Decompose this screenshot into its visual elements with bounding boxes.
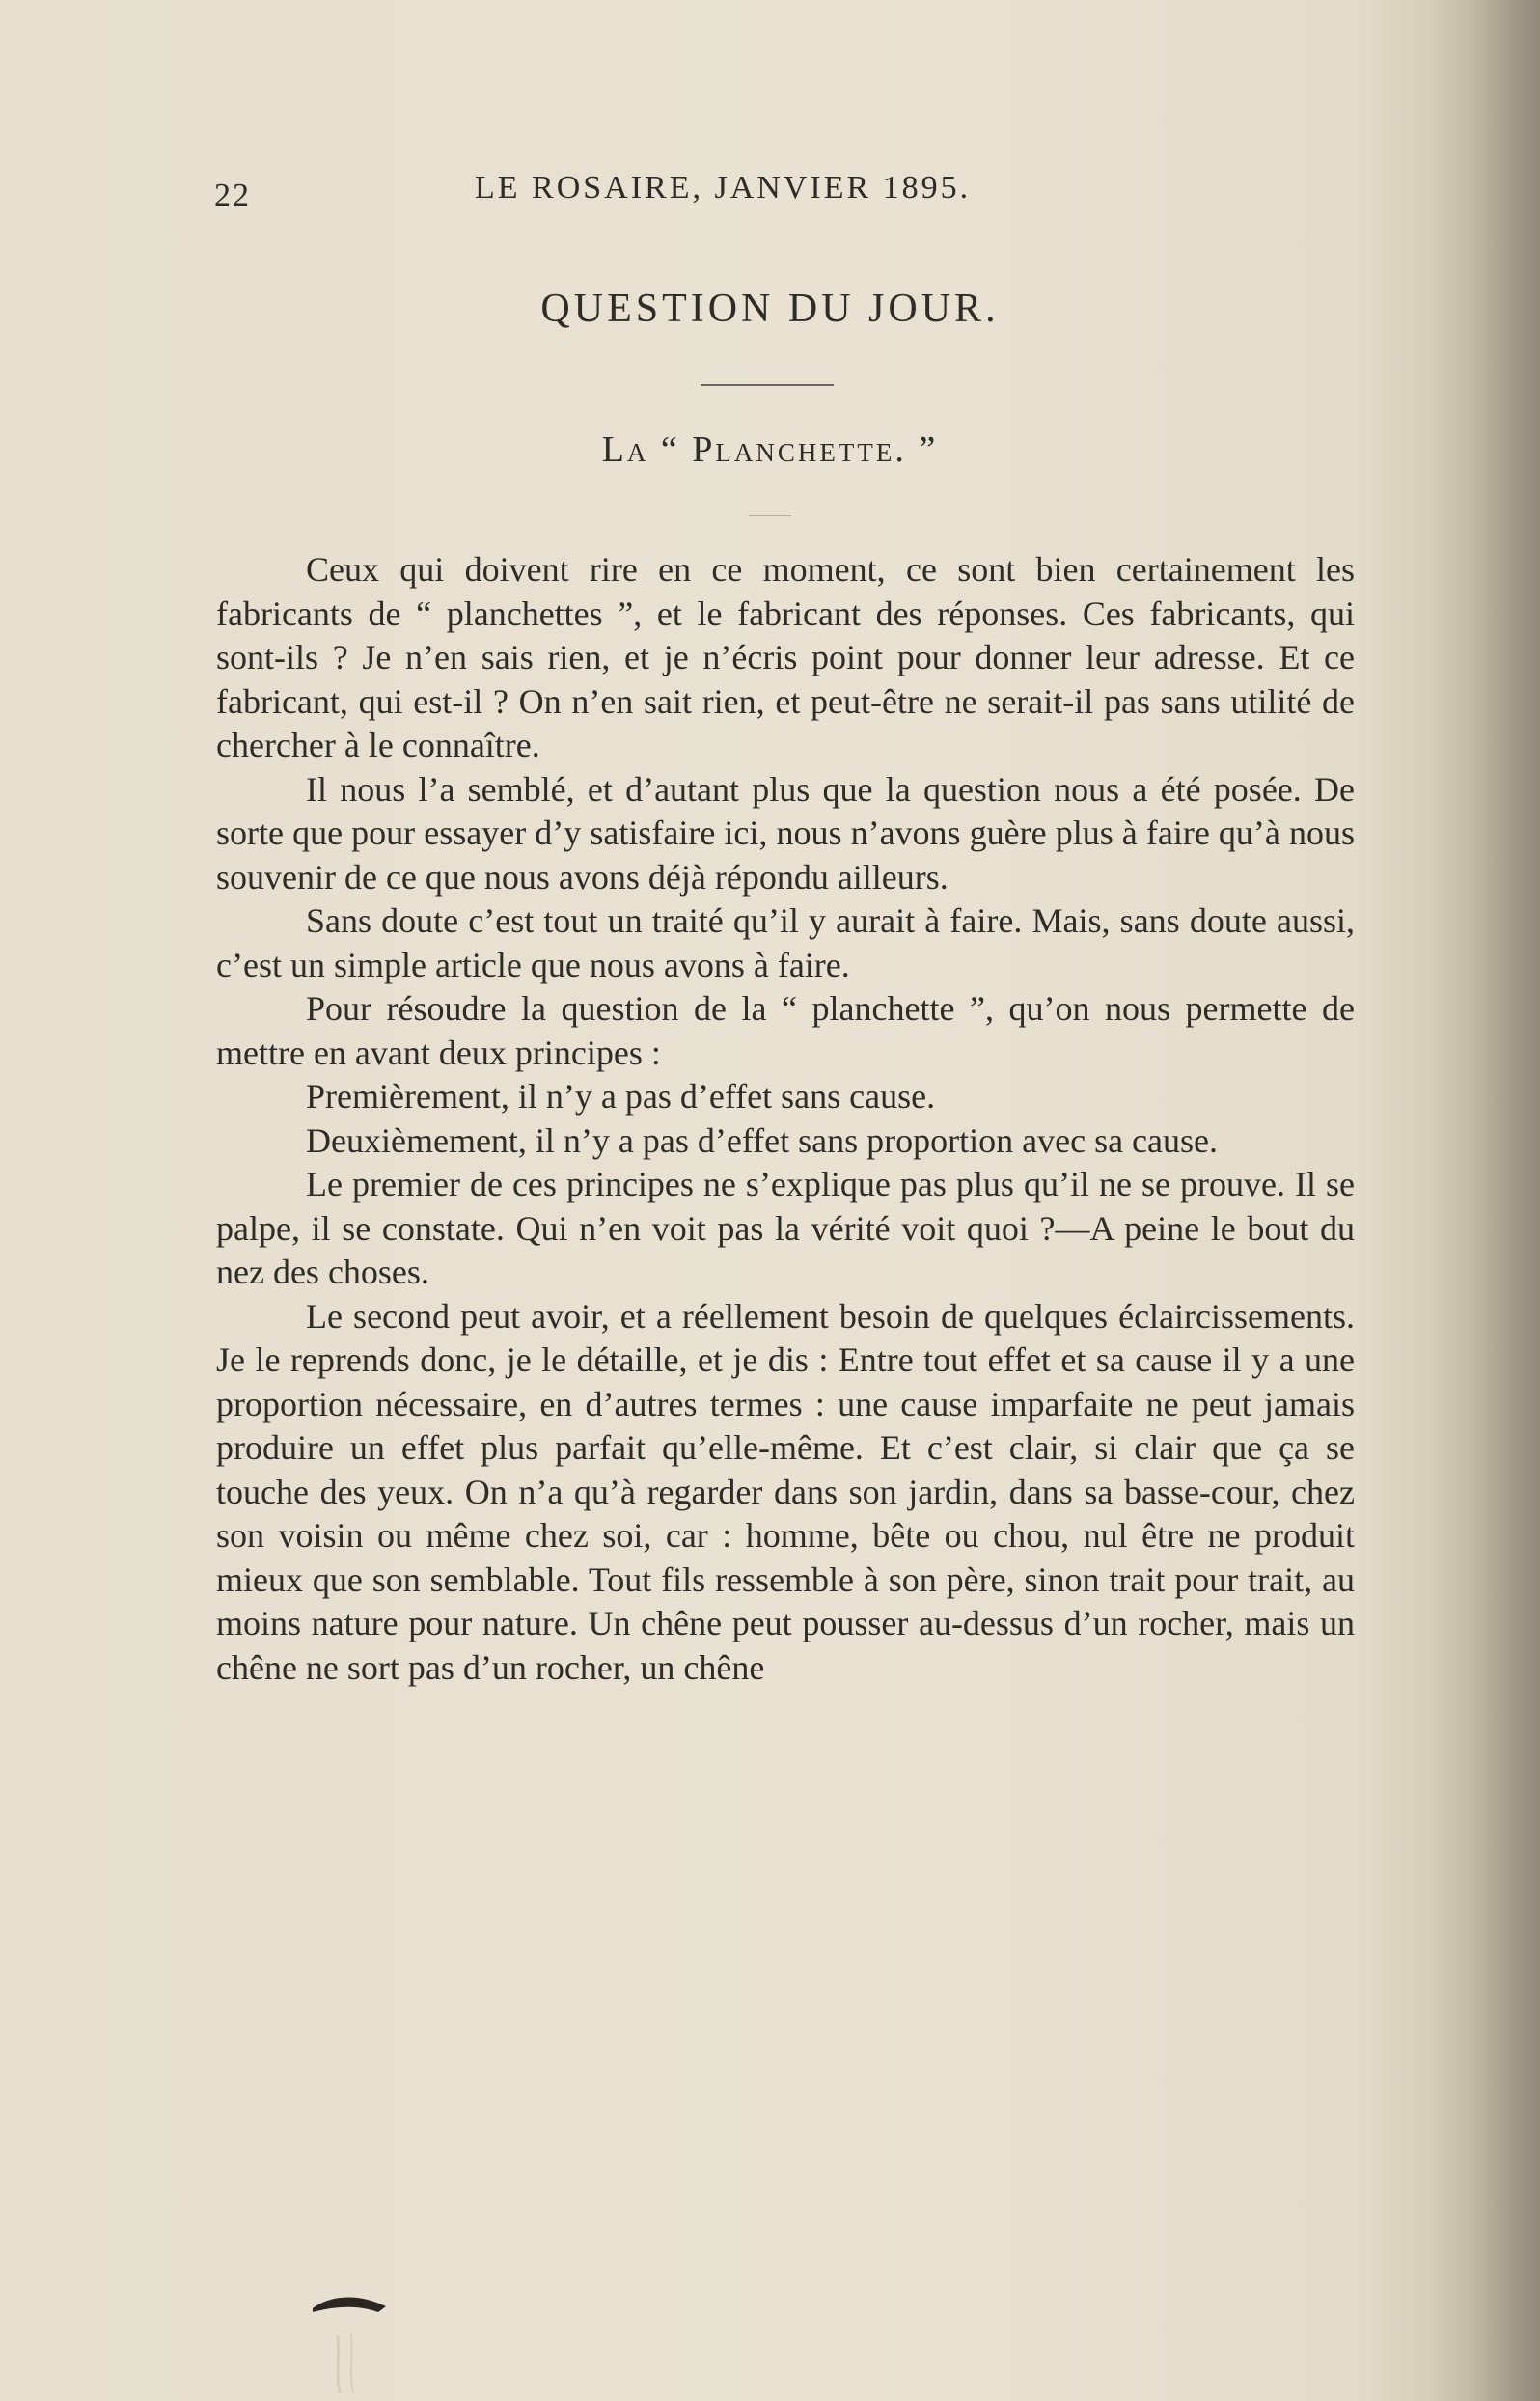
paragraph-4: Pour résoudre la question de la “ planchette ”, qu’on nous permette de mettre en avant deux principes : (216, 989, 1355, 1072)
section-title: QUESTION DU JOUR. (540, 287, 1000, 331)
article-title: La “ Planchette. ” (601, 429, 939, 470)
paragraph-7: Le premier de ces principes ne s’explique pas plus qu’il ne se prouve. Il se palpe, il se constate. Qui n’en voit pas la vérité voit quoi ?—A peine le bout du nez des choses. (216, 1165, 1355, 1291)
paragraph-5: Premièrement, il n’y a pas d’effet sans cause. (306, 1077, 936, 1116)
paragraph-2: Il nous l’a semblé, et d’autant plus que la question nous a été posée. De sorte que pour essayer d’y satisfaire ici, nous n’avons guère plus à faire qu’à nous souvenir de ce que nous avons déjà répondu ailleurs. (216, 769, 1355, 897)
spine-shadow (1434, 0, 1540, 2401)
article-body (216, 548, 1355, 1690)
paragraph-3: Sans doute c’est tout un traité qu’il y aurait à faire. Mais, sans doute aussi, c’est un simple article que nous avons à faire. (216, 901, 1355, 984)
running-head (214, 170, 1063, 218)
title-divider (701, 384, 834, 386)
running-title: LE ROSAIRE, JANVIER 1895. (475, 170, 972, 206)
paragraph-6: Deuxièmement, il n’y a pas d’effet sans proportion avec sa cause. (306, 1120, 1218, 1160)
page-number: 22 (214, 178, 251, 213)
paragraph-8: Le second peut avoir, et a réellement besoin de quelques éclaircissements. Je le reprends donc, je le détaille, et je dis : Entre tout effet et sa cause il y a une proportion nécessaire, en d’autres termes : une cause imparfaite ne peut jamais produire un effet plus parfait qu’elle-même. Et c’est clair, si clair que ça se touche des yeux. On n’a qu’à regarder dans son jardin, dans sa basse-cour, chez son voisin ou même chez soi, car : homme, bête ou chou, nul être ne produit mieux que son semblable. Tout fils ressemble à son père, sinon trait pour trait, au moins nature pour nature. Un chêne peut pousser au-dessus d’un rocher, mais un chêne ne sort pas d’un rocher, un chêne (216, 1296, 1355, 1687)
subtitle-divider (749, 515, 791, 516)
ink-stain-mark (311, 2289, 426, 2395)
paragraph-1: Ceux qui doivent rire en ce moment, ce sont bien certainement les fabricants de “ planchettes ”, et le fabricant des réponses. Ces fabricants, qui sont-ils ? Je n’en sais rien, et je n’écris point pour donner leur adresse. Et ce fabricant, qui est-il ? On n’en sait rien, et peut-être ne serait-il pas sans utilité de chercher à le connaître. (216, 550, 1355, 764)
